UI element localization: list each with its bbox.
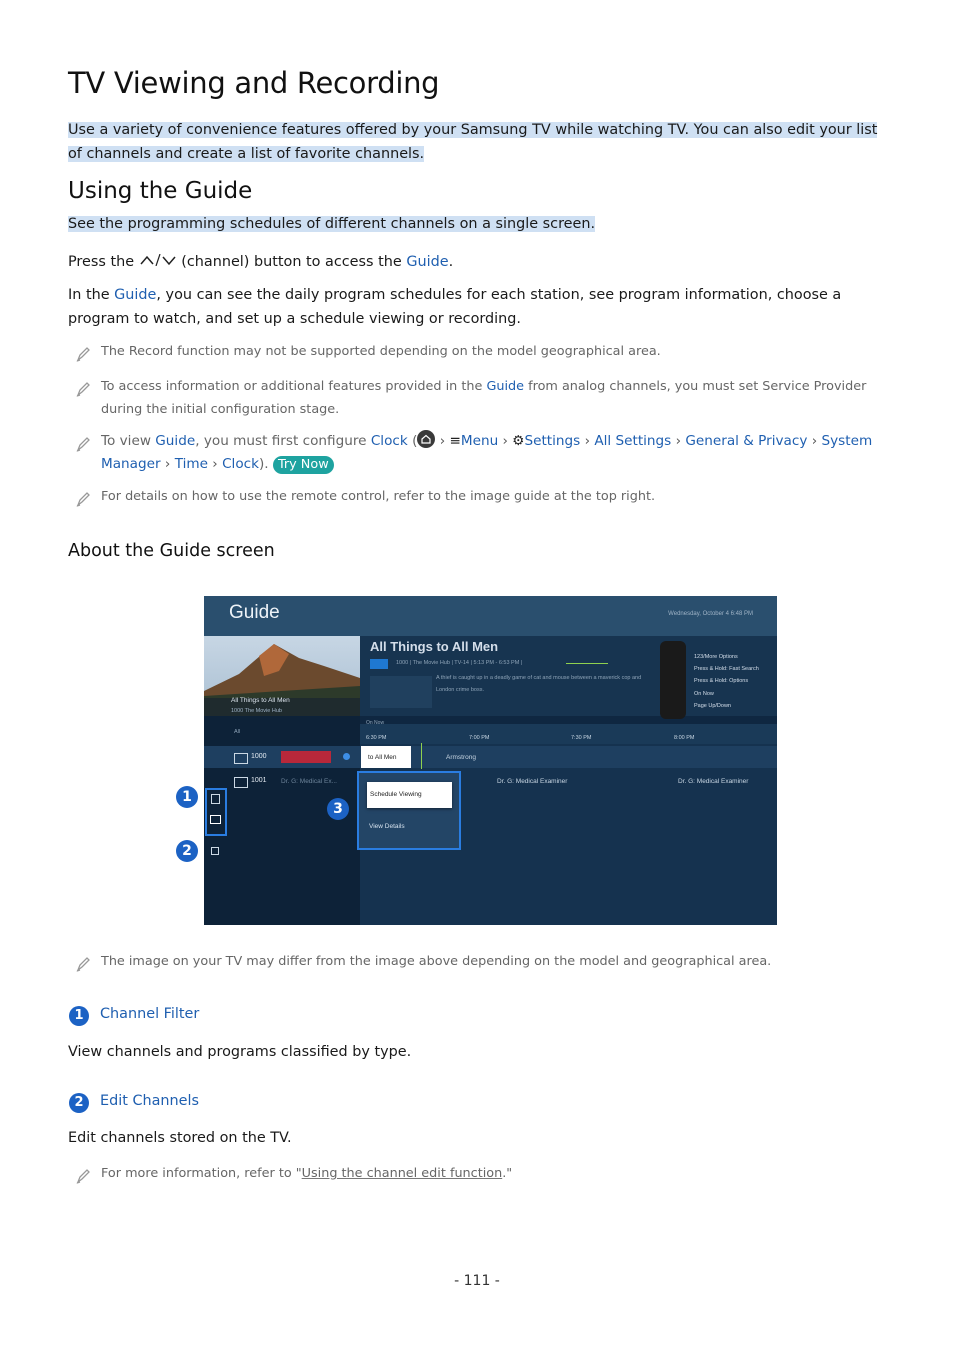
program-name: to All Men (368, 754, 397, 761)
pencil-note-icon (74, 435, 92, 453)
channel-logo (281, 751, 331, 763)
time-bar (360, 724, 777, 744)
view-details-option[interactable]: View Details (369, 823, 405, 830)
remote-labels: 123/More Options Press & Hold: Fast Search Press & Hold: Options On Now Page Up/Down (694, 654, 759, 709)
channel-filter-desc: View channels and programs classified by type. (68, 1044, 412, 1060)
note-analog: To access information or additional features provided in the Guide from analog channels, you must set Service Provider during the initial configuration stage. (101, 379, 867, 417)
program-name: Dr. G: Medical Examiner (678, 778, 749, 785)
program-description: A thief is caught up in a deadly game of cat and mouse between a maverick cop and London crime boss. (436, 675, 642, 693)
note-record: The Record function may not be supported depending on the model geographical area. (101, 344, 661, 359)
menu-link[interactable]: Menu (460, 433, 499, 449)
intro-text: Use a variety of convenience features offered by your Samsung TV while watching TV. You can also edit your list of channels and create a list of favorite channels. (68, 122, 878, 162)
thumbnail-title: All Things to All Men (231, 697, 290, 704)
clock-link[interactable]: Clock (222, 456, 259, 472)
guide-date: Wednesday, October 4 6:48 PM (668, 611, 753, 617)
tv-icon (234, 753, 248, 764)
channel-up-down-icon (139, 254, 177, 266)
remote-image (660, 641, 686, 719)
callout-2: 2 (176, 840, 198, 862)
all-settings-link[interactable]: All Settings (594, 433, 672, 449)
note-clock: To view Guide, you must first configure Clock ( › ≡Menu › ⚙Settings › All Settings › General & Privacy › System Manager › Time › Clock). Try Now (101, 430, 891, 476)
thumbnail-subtitle: 1000 The Movie Hub (231, 708, 282, 714)
about-guide-title: About the Guide screen (68, 541, 275, 561)
press-paragraph: Press the (channel) button to access the Guide. (68, 254, 454, 270)
callout-3: 3 (327, 798, 349, 820)
edit-channels-desc: Edit channels stored on the TV. (68, 1130, 292, 1146)
edit-channels-icon[interactable] (211, 847, 219, 855)
page-number: - 111 - (454, 1273, 500, 1289)
program-name: Dr. G: Medical Examiner (497, 778, 568, 785)
program-title: All Things to All Men (370, 639, 499, 654)
program-name: Armstrong (446, 754, 476, 761)
home-icon (417, 430, 435, 448)
system-manager-link[interactable]: System Manager (101, 433, 873, 472)
try-now-button[interactable]: Try Now (273, 456, 334, 474)
chevron-right-icon: › (439, 433, 446, 449)
program-preview (370, 676, 432, 708)
filter-icon[interactable] (211, 794, 220, 804)
progress-line (566, 663, 608, 664)
guide-link[interactable]: Guide (155, 433, 196, 449)
guide-title: Guide (229, 602, 280, 623)
guide-description: In the Guide, you can see the daily program schedules for each station, see program information, choose a program to watch, and set up a schedule viewing or recording. (68, 287, 842, 327)
chevron-right-icon: › (212, 456, 218, 472)
on-now-label: On Now (366, 720, 385, 726)
pencil-note-icon (74, 490, 92, 508)
settings-link[interactable]: Settings (524, 433, 581, 449)
item-number-2: 2 (69, 1093, 89, 1113)
channel-number: 1001 (251, 777, 267, 784)
clock-link[interactable]: Clock (370, 433, 408, 449)
page-title: TV Viewing and Recording (68, 66, 440, 100)
menu-icon: ≡ (449, 433, 461, 449)
gear-icon: ⚙ (512, 433, 525, 449)
chevron-right-icon: › (675, 433, 682, 449)
item-number-1: 1 (69, 1006, 89, 1026)
callout-1: 1 (176, 786, 198, 808)
current-time-line (421, 743, 422, 769)
chevron-right-icon: › (502, 433, 508, 449)
guide-link[interactable]: Guide (406, 254, 449, 270)
pencil-note-icon (74, 1167, 92, 1185)
chevron-right-icon: › (164, 456, 171, 472)
program-name: Dr. G: Medical Ex... (281, 778, 337, 785)
time-slot: 8:00 PM (674, 735, 695, 741)
pencil-note-icon (74, 955, 92, 973)
time-slot: 6:30 PM (366, 735, 387, 741)
section-subtitle: See the programming schedules of different channels on a single screen. (68, 216, 596, 232)
time-slot: 7:00 PM (469, 735, 490, 741)
note-remote: For details on how to use the remote control, refer to the image guide at the top right. (101, 489, 656, 504)
filter-all-label: All (234, 729, 241, 735)
pencil-note-icon (74, 380, 92, 398)
general-privacy-link[interactable]: General & Privacy (685, 433, 808, 449)
final-note: For more information, refer to "Using the channel edit function." (101, 1166, 513, 1181)
chevron-right-icon: › (811, 433, 818, 449)
program-meta: 1000 | The Movie Hub | TV-14 | 5:13 PM - 6:53 PM | (396, 660, 523, 666)
tv-icon (234, 777, 248, 788)
chevron-right-icon: › (584, 433, 590, 449)
section-title: Using the Guide (68, 178, 253, 204)
program-thumbnail (204, 636, 360, 716)
time-link[interactable]: Time (174, 456, 208, 472)
guide-link[interactable]: Guide (486, 379, 525, 394)
channel-filter-title: Channel Filter (100, 1006, 200, 1022)
favorite-icon (343, 753, 350, 760)
edit-channels-title: Edit Channels (100, 1093, 200, 1109)
channel-edit-link[interactable]: Using the channel edit function (301, 1166, 503, 1181)
program-options-popup (357, 771, 461, 850)
pencil-note-icon (74, 345, 92, 363)
guide-link[interactable]: Guide (114, 287, 157, 303)
time-slot: 7:30 PM (571, 735, 592, 741)
image-note: The image on your TV may differ from the image above depending on the model and geographical area. (101, 954, 772, 969)
channel-number: 1000 (251, 753, 267, 760)
channel-logo (370, 659, 388, 669)
guide-screenshot (204, 596, 777, 925)
tv-filter-icon[interactable] (210, 815, 221, 824)
schedule-viewing-option[interactable]: Schedule Viewing (367, 782, 452, 808)
